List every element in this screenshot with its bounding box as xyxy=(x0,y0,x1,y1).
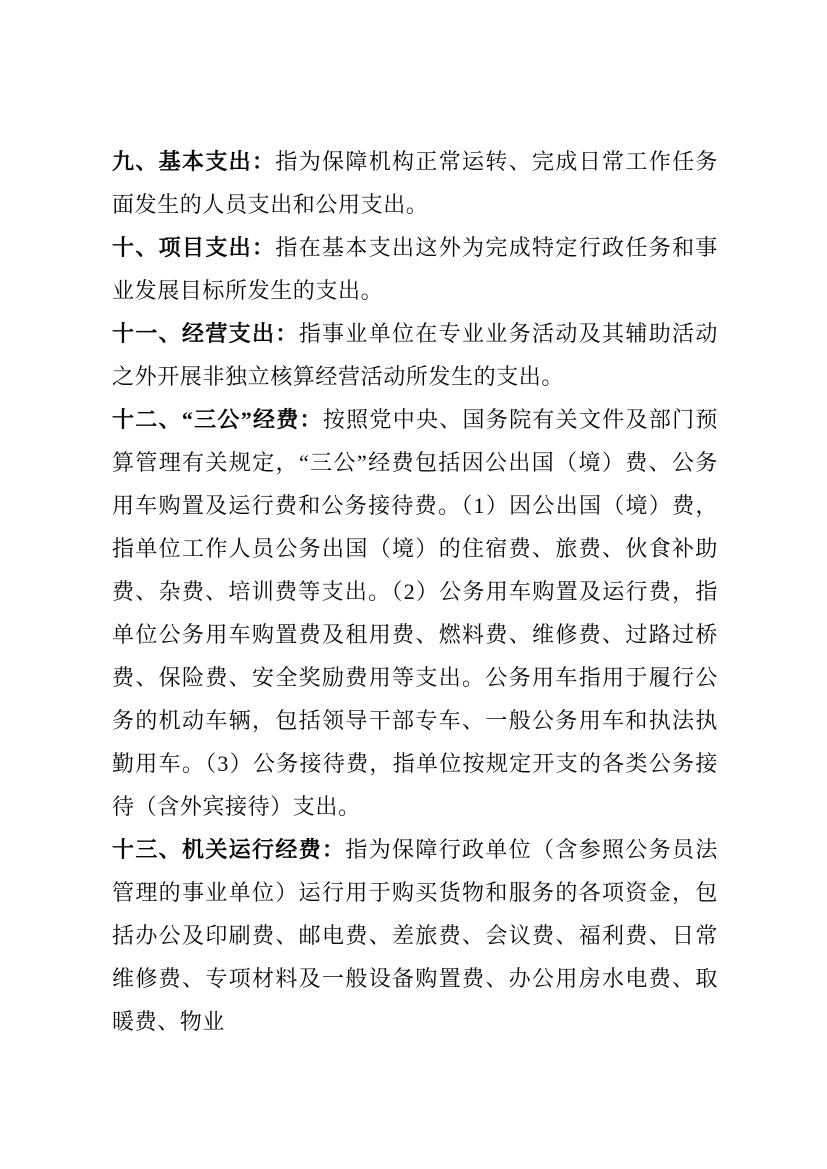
paragraph-label: 十、项目支出： xyxy=(112,235,276,260)
document-body xyxy=(112,140,718,1043)
paragraph xyxy=(112,140,718,226)
paragraph-label: 十一、经营支出： xyxy=(112,321,299,346)
paragraph-text: 按照党中央、国务院有关文件及部门预算管理有关规定，“三公”经费包括因公出国（境）费、公务用车购置及运行费和公务接待费。（1）因公出国（境）费，指单位工作人员公务出国（境）的住宿费、旅费、伙食补助费、杂费、培训费等支出。（2）公务用车购置及运行费，指单位公务用车购置费及租用费、燃料费、维修费、过路过桥费、保险费、安全奖励费用等支出。公务用车指用于履行公务的机动车辆，包括领导干部专车、一般公务用车和执法执勤用车。（3）公务接待费，指单位按规定开支的各类公务接待（含外宾接待）支出。 xyxy=(112,407,718,819)
paragraph-text: 指在基本支出这外为完成特定行政任务和事业发展目标所发生的支出。 xyxy=(112,235,719,303)
paragraph-text: 指为保障行政单位（含参照公务员法管理的事业单位）运行用于购买货物和服务的各项资金，包括办公及印刷费、邮电费、差旅费、会议费、福利费、日常维修费、专项材料及一般设备购置费、办公用房水电费、取暖费、物业 xyxy=(112,837,718,1034)
paragraph xyxy=(112,312,718,398)
paragraph-label: 十二、“三公”经费： xyxy=(112,407,323,432)
paragraph-label: 九、基本支出： xyxy=(112,149,276,174)
paragraph xyxy=(112,398,718,828)
paragraph xyxy=(112,226,718,312)
paragraph-text: 指为保障机构正常运转、完成日常工作任务面发生的人员支出和公用支出。 xyxy=(112,149,719,217)
paragraph xyxy=(112,828,718,1043)
paragraph-text: 指事业单位在专业业务活动及其辅助活动之外开展非独立核算经营活动所发生的支出。 xyxy=(112,321,718,389)
paragraph-label: 十三、机关运行经费： xyxy=(112,837,346,862)
